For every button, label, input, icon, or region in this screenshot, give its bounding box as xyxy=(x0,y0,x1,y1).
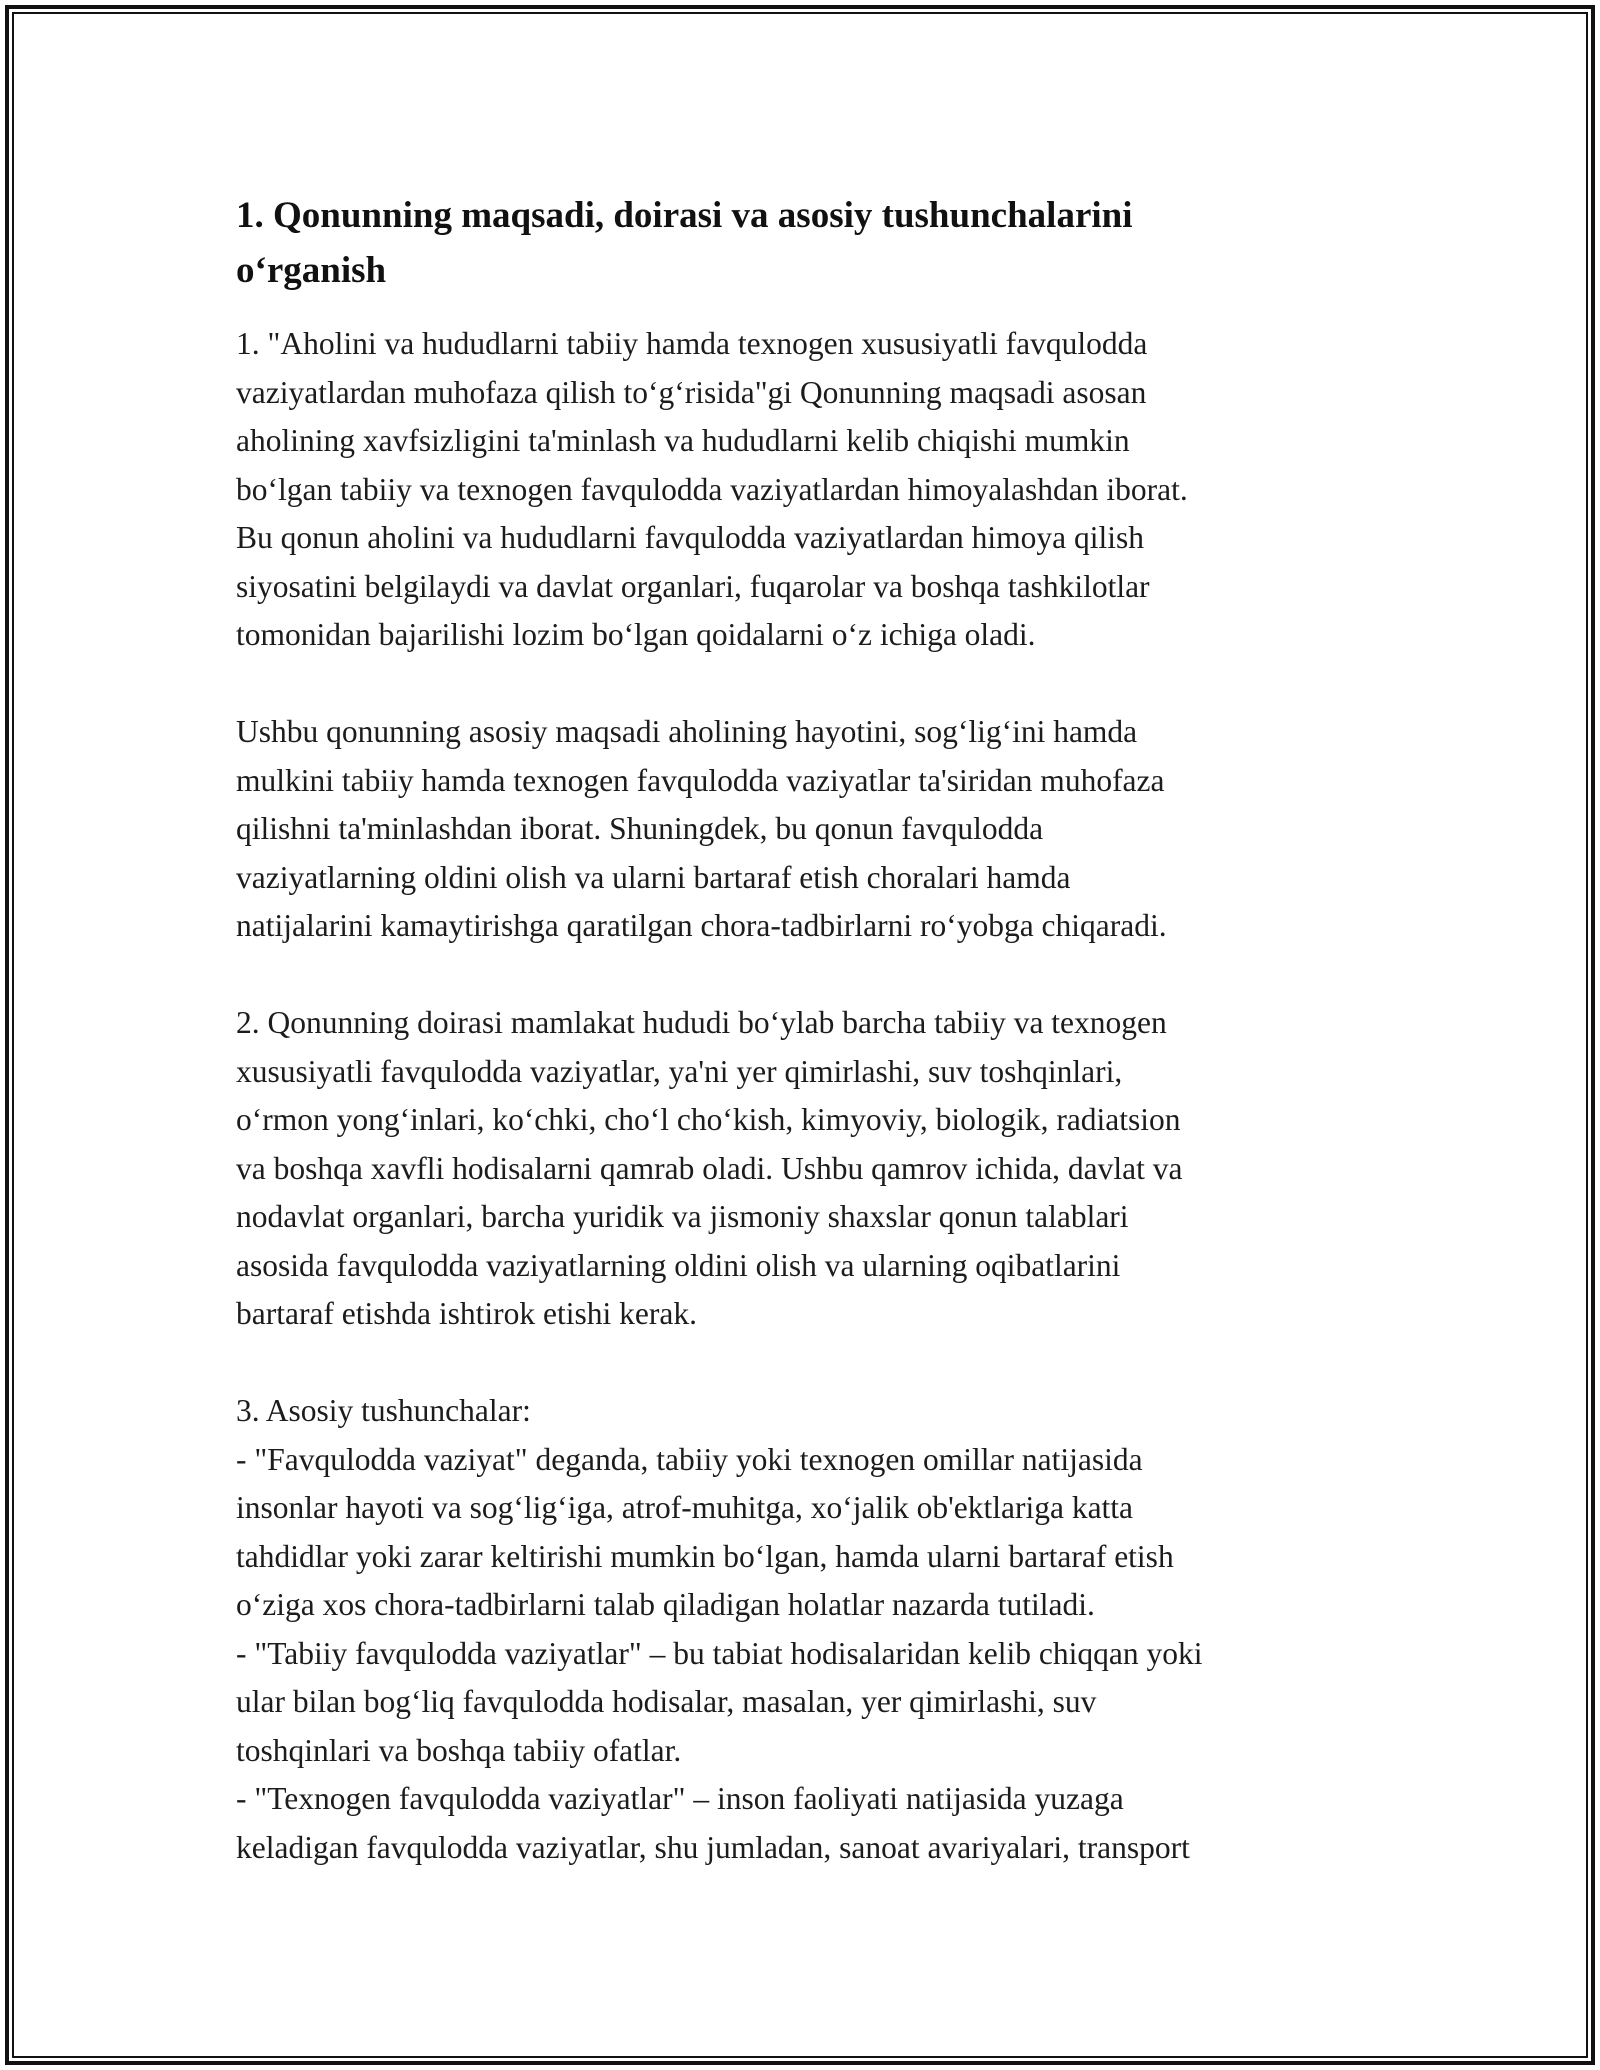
spacer xyxy=(236,1339,1406,1388)
text-line: o‘rmon yong‘inlari, ko‘chki, cho‘l cho‘kish, kimyoviy, biologik, radiatsion xyxy=(236,1102,1181,1137)
paragraph-purpose xyxy=(236,320,1406,660)
text-line: tomonidan bajarilishi lozim bo‘lgan qoidalarni o‘z ichiga oladi. xyxy=(236,617,1036,652)
document-body xyxy=(236,188,1406,1872)
text-line: siyosatini belgilaydi va davlat organlari, fuqarolar va boshqa tashkilotlar xyxy=(236,568,1150,604)
text-line: Bu qonun aholini va hududlarni favqulodda vaziyatlardan himoya qilish xyxy=(236,520,1145,555)
text-line: - "Tabiiy favqulodda vaziyatlar" – bu tabiat hodisalaridan kelib chiqqan yoki xyxy=(236,1635,1203,1671)
paragraph-definitions xyxy=(236,1387,1406,1872)
text-line: natijalarini kamaytirishga qaratilgan chora-tadbirlarni ro‘yobga chiqaradi. xyxy=(236,908,1167,943)
text-line: vaziyatlardan muhofaza qilish to‘g‘risida"gi Qonunning maqsadi asosan xyxy=(236,374,1147,410)
text-line: ular bilan bog‘liq favqulodda hodisalar, masalan, yer qimirlashi, suv xyxy=(236,1684,1097,1719)
paragraph-scope xyxy=(236,999,1406,1339)
text-line: bo‘lgan tabiiy va texnogen favqulodda vaziyatlardan himoyalashdan iborat. xyxy=(236,471,1188,507)
text-line: keladigan favqulodda vaziyatlar, shu jumladan, sanoat avariyalari, transport xyxy=(236,1829,1190,1865)
text-line: - "Favqulodda vaziyat" deganda, tabiiy yoki texnogen omillar natijasida xyxy=(236,1441,1143,1477)
document-title xyxy=(236,188,1406,298)
text-line: 3. Asosiy tushunchalar: xyxy=(236,1393,531,1428)
text-line: qilishni ta'minlashdan iborat. Shuningdek, bu qonun favqulodda xyxy=(236,811,1044,846)
text-line: xususiyatli favqulodda vaziyatlar, ya'ni yer qimirlashi, suv toshqinlari, xyxy=(236,1053,1123,1089)
text-line: Ushbu qonunning asosiy maqsadi aholining hayotini, sog‘lig‘ini hamda xyxy=(236,714,1138,749)
text-line: asosida favqulodda vaziyatlarning oldini olish va ularning oqibatlarini xyxy=(236,1247,1121,1283)
text-line: va boshqa xavfli hodisalarni qamrab oladi. Ushbu qamrov ichida, davlat va xyxy=(236,1150,1183,1186)
text-line: 1. "Aholini va hududlarni tabiiy hamda texnogen xususiyatli favqulodda xyxy=(236,326,1148,361)
text-line: - "Texnogen favqulodda vaziyatlar" – inson faoliyati natijasida yuzaga xyxy=(236,1781,1124,1816)
text-line: mulkini tabiiy hamda texnogen favqulodda vaziyatlar ta'siridan muhofaza xyxy=(236,762,1165,798)
text-line: aholining xavfsizligini ta'minlash va hududlarni kelib chiqishi mumkin xyxy=(236,423,1130,458)
text-line: 2. Qonunning doirasi mamlakat hududi bo‘ylab barcha tabiiy va texnogen xyxy=(236,1005,1167,1040)
text-line: toshqinlari va boshqa tabiiy ofatlar. xyxy=(236,1732,682,1768)
text-line: tahdidlar yoki zarar keltirishi mumkin bo‘lgan, hamda ularni bartaraf etish xyxy=(236,1538,1174,1574)
text-line: bartaraf etishda ishtirok etishi kerak. xyxy=(236,1296,697,1331)
text-line: vaziyatlarning oldini olish va ularni bartaraf etish choralari hamda xyxy=(236,859,1071,895)
spacer xyxy=(236,660,1406,709)
text-line: o‘ziga xos chora-tadbirlarni talab qiladigan holatlar nazarda tutiladi. xyxy=(236,1587,1095,1622)
spacer xyxy=(236,951,1406,1000)
text-line: nodavlat organlari, barcha yuridik va jismoniy shaxslar qonun talablari xyxy=(236,1199,1129,1234)
text-line: insonlar hayoti va sog‘lig‘iga, atrof-muhitga, xo‘jalik ob'ektlariga katta xyxy=(236,1490,1134,1525)
spacer xyxy=(236,298,1406,320)
title-line: o‘rganish xyxy=(236,250,387,291)
title-line: 1. Qonunning maqsadi, doirasi va asosiy tushunchalarini xyxy=(236,195,1133,236)
paragraph-main-goal xyxy=(236,708,1406,951)
